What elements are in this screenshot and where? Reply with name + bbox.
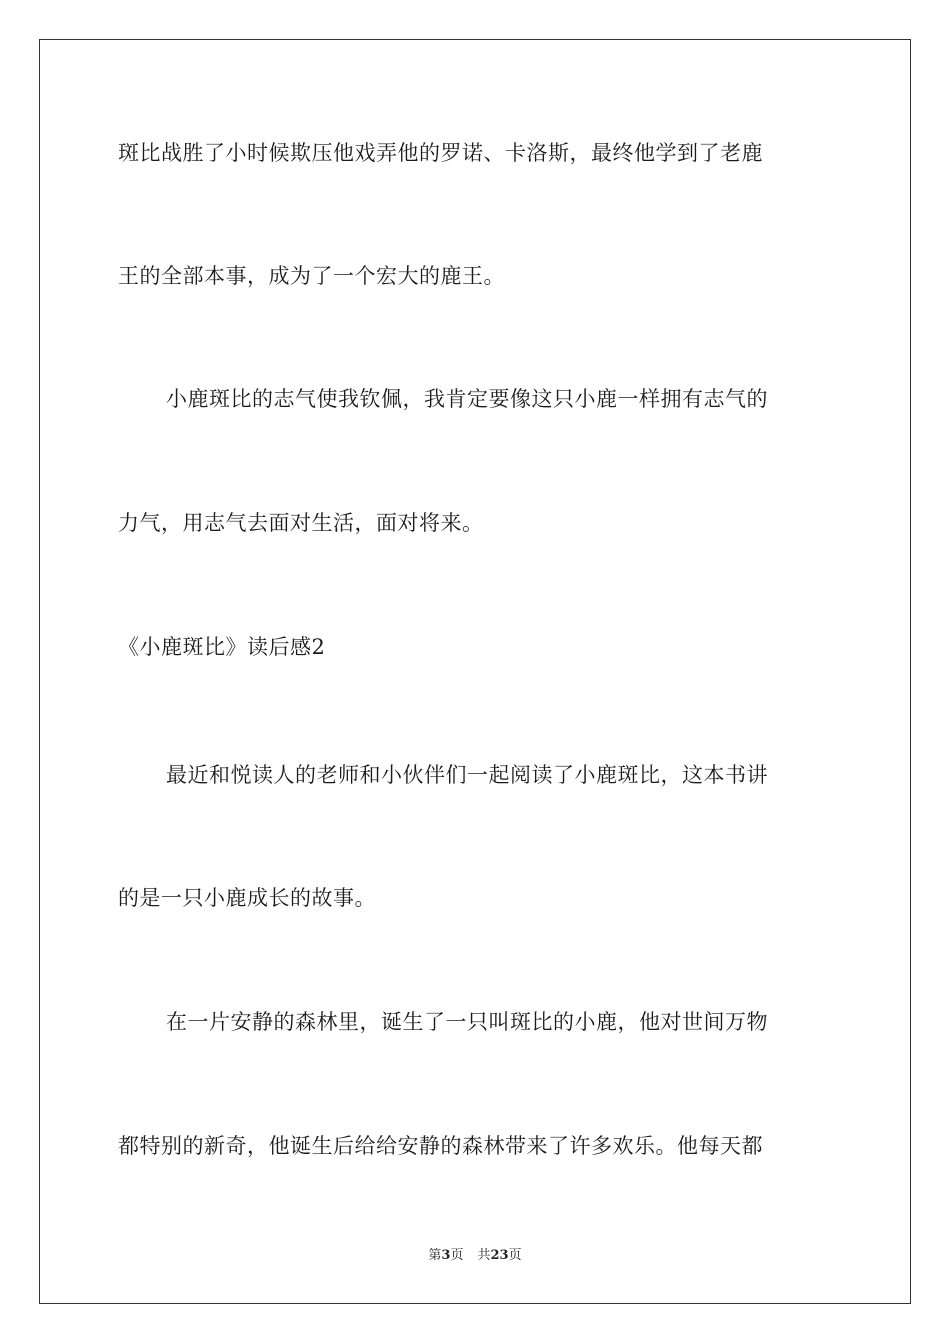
section-heading: 《小鹿斑比》读后感2 — [118, 635, 326, 659]
paragraph-line: 在一片安静的森林里，诞生了一只叫斑比的小鹿，他对世间万物 — [166, 1010, 768, 1034]
paragraph-line: 小鹿斑比的志气使我钦佩，我肯定要像这只小鹿一样拥有志气的 — [166, 387, 768, 411]
paragraph-line: 的是一只小鹿成长的故事。 — [118, 886, 376, 910]
paragraph-line: 最近和悦读人的老师和小伙伴们一起阅读了小鹿斑比，这本书讲 — [166, 763, 768, 787]
footer-total-suffix: 页 — [508, 1248, 522, 1263]
footer-total-prefix: 共 — [477, 1248, 491, 1263]
paragraph-line: 都特别的新奇，他诞生后给给安静的森林带来了许多欢乐。他每天都 — [118, 1134, 763, 1158]
paragraph-line: 王的全部本事，成为了一个宏大的鹿王。 — [118, 264, 505, 288]
paragraph-line: 力气，用志气去面对生活，面对将来。 — [118, 511, 484, 535]
page-footer — [0, 1247, 950, 1265]
footer-page-suffix: 页 — [450, 1248, 464, 1263]
paragraph-line: 斑比战胜了小时候欺压他戏弄他的罗诺、卡洛斯，最终他学到了老鹿 — [118, 141, 763, 165]
footer-page-prefix: 第 — [428, 1248, 442, 1263]
footer-total-pages: 23 — [490, 1248, 509, 1263]
page-border — [39, 39, 911, 1304]
footer-page-number: 3 — [441, 1248, 451, 1263]
